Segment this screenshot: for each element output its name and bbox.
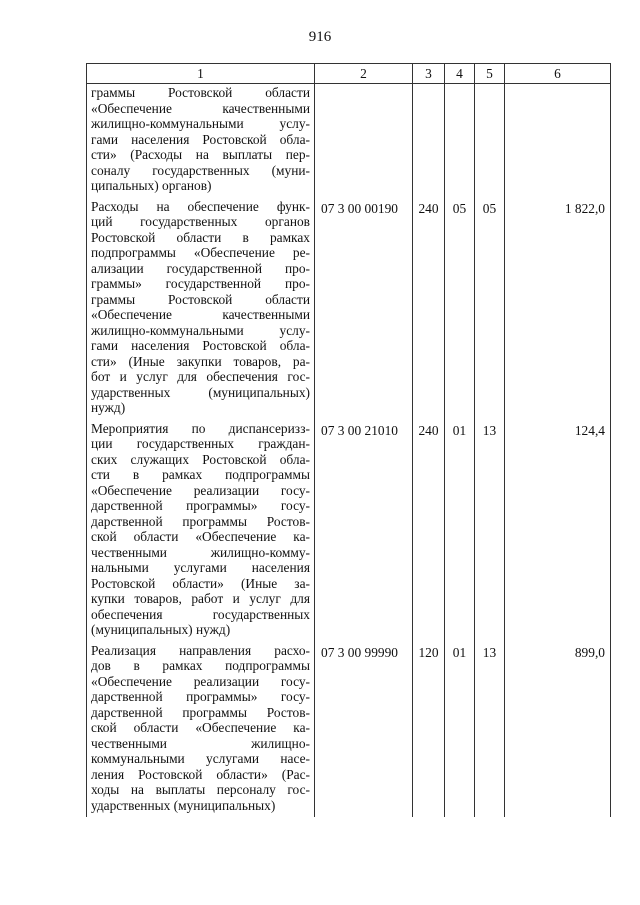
row-section: 01 bbox=[445, 642, 475, 818]
row-amount bbox=[505, 84, 611, 198]
description-line: коммунальными услугами насе- bbox=[91, 751, 310, 766]
description-line: граммы Ростовской области bbox=[91, 291, 310, 307]
description-line: дарственной программы» госу- bbox=[91, 689, 310, 704]
description-line: бот и услуг для обеспечения гос- bbox=[91, 369, 310, 384]
description-line: подпрограммы «Обеспечение ре- bbox=[91, 245, 310, 260]
description-line: граммы» государственной про- bbox=[91, 276, 310, 291]
description-line: сти» (Расходы на выплаты пер- bbox=[91, 147, 310, 162]
description-line: купки товаров, работ и услуг для bbox=[91, 591, 310, 606]
description-line: ции государственных граждан- bbox=[91, 436, 310, 451]
description-line: дарственной программы Ростов- bbox=[91, 704, 310, 720]
description-line: обеспечения государственных bbox=[91, 606, 310, 622]
row-description bbox=[87, 642, 315, 818]
header-row bbox=[87, 64, 611, 84]
table-row bbox=[87, 84, 611, 198]
row-amount: 1 822,0 bbox=[505, 198, 611, 420]
description-line: ской области «Обеспечение ка- bbox=[91, 529, 310, 544]
description-line: ализации государственной про- bbox=[91, 260, 310, 276]
row-section: 05 bbox=[445, 198, 475, 420]
table-row bbox=[87, 420, 611, 642]
row-subsection bbox=[475, 84, 505, 198]
description-line: «Обеспечение качественными bbox=[91, 307, 310, 322]
description-line: соналу государственных (муни- bbox=[91, 162, 310, 178]
row-description bbox=[87, 198, 315, 420]
row-description bbox=[87, 420, 315, 642]
description-line: чественными жилищно- bbox=[91, 735, 310, 751]
description-line: «Обеспечение реализации госу- bbox=[91, 673, 310, 689]
description-line: ходы на выплаты персоналу гос- bbox=[91, 782, 310, 797]
description-line: гами населения Ростовской обла- bbox=[91, 338, 310, 353]
description-line: Ростовской области в рамках bbox=[91, 229, 310, 245]
row-code: 07 3 00 99990 bbox=[315, 642, 413, 818]
description-line: сти» (Иные закупки товаров, ра- bbox=[91, 353, 310, 369]
page-number: 916 bbox=[308, 29, 332, 45]
description-line: чественными жилищно-комму- bbox=[91, 544, 310, 560]
description-line: дарственной программы Ростов- bbox=[91, 513, 310, 529]
row-expense-type: 240 bbox=[413, 420, 445, 642]
row-code: 07 3 00 21010 bbox=[315, 420, 413, 642]
table-row bbox=[87, 642, 611, 818]
header-col-1: 1 bbox=[87, 64, 315, 84]
description-line: ципальных) органов) bbox=[91, 178, 212, 193]
row-expense-type: 120 bbox=[413, 642, 445, 818]
description-line: Расходы на обеспечение функ- bbox=[91, 198, 310, 214]
row-subsection: 13 bbox=[475, 420, 505, 642]
description-line: жилищно-коммунальными услу- bbox=[91, 322, 310, 338]
row-code bbox=[315, 84, 413, 198]
row-expense-type bbox=[413, 84, 445, 198]
description-line: Ростовской области» (Иные за- bbox=[91, 575, 310, 591]
row-subsection: 13 bbox=[475, 642, 505, 818]
description-line: ударственных (муниципальных) bbox=[91, 797, 276, 813]
description-line: дарственной программы» госу- bbox=[91, 498, 310, 513]
description-line: Реализация направления расхо- bbox=[91, 642, 310, 658]
row-code: 07 3 00 00190 bbox=[315, 198, 413, 420]
description-line: нужд) bbox=[91, 400, 126, 415]
description-line: ударственных (муниципальных) bbox=[91, 384, 310, 400]
header-col-3: 3 bbox=[413, 64, 445, 84]
header-col-5: 5 bbox=[475, 64, 505, 84]
description-line: сти в рамках подпрограммы bbox=[91, 467, 310, 482]
description-line: ций государственных органов bbox=[91, 214, 310, 229]
row-section: 01 bbox=[445, 420, 475, 642]
description-line: нальными услугами населения bbox=[91, 560, 310, 575]
header-col-6: 6 bbox=[505, 64, 611, 84]
description-line: Мероприятия по диспансеризз- bbox=[91, 420, 310, 436]
description-line: ской области «Обеспечение ка- bbox=[91, 720, 310, 735]
row-description bbox=[87, 84, 315, 198]
budget-table bbox=[86, 63, 611, 817]
row-section bbox=[445, 84, 475, 198]
description-line: ских служащих Ростовской обла- bbox=[91, 451, 310, 467]
row-amount: 899,0 bbox=[505, 642, 611, 818]
header-col-2: 2 bbox=[315, 64, 413, 84]
description-line: «Обеспечение реализации госу- bbox=[91, 482, 310, 498]
row-subsection: 05 bbox=[475, 198, 505, 420]
description-line: «Обеспечение качественными bbox=[91, 100, 310, 116]
description-line: ления Ростовской области» (Рас- bbox=[91, 766, 310, 782]
description-line: гами населения Ростовской обла- bbox=[91, 131, 310, 147]
table-row bbox=[87, 198, 611, 420]
description-line: граммы Ростовской области bbox=[91, 85, 310, 100]
row-expense-type: 240 bbox=[413, 198, 445, 420]
description-line: дов в рамках подпрограммы bbox=[91, 658, 310, 673]
row-amount: 124,4 bbox=[505, 420, 611, 642]
description-line: жилищно-коммунальными услу- bbox=[91, 116, 310, 131]
description-line: (муниципальных) нужд) bbox=[91, 622, 231, 637]
header-col-4: 4 bbox=[445, 64, 475, 84]
